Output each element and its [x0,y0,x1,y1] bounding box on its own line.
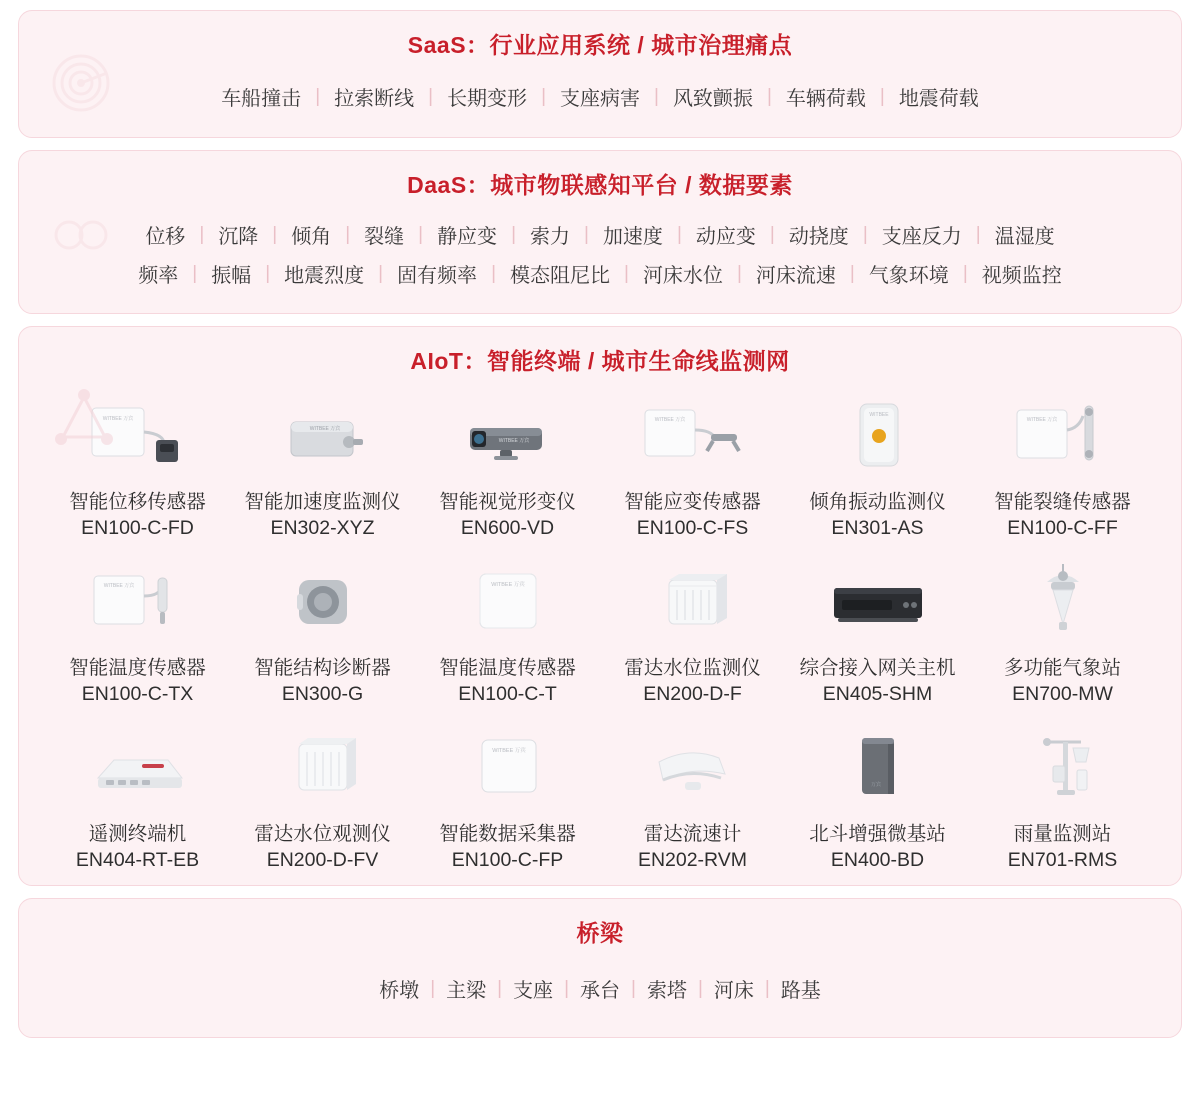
chip-row-daas-2 [19,259,1181,288]
layer-panel-bridge [18,898,1182,1038]
radar-water-level-icon [623,554,763,650]
data-collector-icon [438,720,578,816]
device-name: 北斗增强微基站 [809,823,946,845]
device-card[interactable] [785,384,970,546]
device-card[interactable] [970,716,1155,878]
device-name: 智能温度传感器 [439,657,576,679]
panel-subtitle-daas: 城市物联感知平台 / 数据要素 [490,172,793,198]
svg-text:万宾: 万宾 [870,782,881,788]
device-model: EN100-C-FF [1007,517,1118,539]
device-model: EN100-C-FS [636,517,749,539]
device-name: 智能加速度监测仪 [244,491,401,513]
tilt-vibration-monitor-icon [808,388,948,484]
chip-bridge[interactable]: 承台 [580,980,620,1002]
device-name: 智能位移传感器 [69,491,206,513]
chip-saas[interactable]: 长期变形 [447,88,528,110]
svg-text:WITBEE 万宾: WITBEE 万宾 [654,417,685,423]
chip-row-saas [19,82,1181,111]
device-card[interactable] [415,550,600,712]
chip-daas[interactable]: 加速度 [602,226,663,248]
device-model: EN100-C-T [458,683,557,705]
chip-separator: | [584,223,589,245]
chip-daas[interactable]: 频率 [138,265,179,287]
network-nodes-icon [49,383,119,458]
chip-separator: | [631,977,636,999]
radar-target-icon [49,51,113,120]
chip-daas[interactable]: 河床流速 [755,265,836,287]
chip-separator: | [849,262,855,284]
device-name: 智能温度传感器 [69,657,206,679]
panel-title-daas [19,151,1181,200]
chip-separator: | [541,85,546,107]
chip-separator: | [676,223,682,245]
panel-prefix-saas: SaaS： [407,32,490,58]
chip-daas[interactable]: 温湿度 [994,226,1055,248]
gateway-host-icon [808,554,948,650]
device-name: 智能结构诊断器 [254,657,391,679]
device-card[interactable] [970,550,1155,712]
chip-separator: | [697,977,703,999]
svg-text:WITBEE: WITBEE [868,412,889,418]
layer-panel-daas [18,150,1182,314]
device-card[interactable] [600,384,785,546]
chip-daas[interactable]: 倾角 [291,226,332,248]
structure-diagnoser-icon [253,554,393,650]
panel-subtitle-aiot: 智能终端 / 城市生命线监测网 [486,348,790,374]
chip-bridge[interactable]: 索塔 [646,980,687,1002]
device-name: 雷达流速计 [643,823,742,845]
panel-subtitle-saas: 行业应用系统 / 城市治理痛点 [489,32,793,58]
device-name: 雨量监测站 [1013,823,1112,845]
chip-bridge[interactable]: 路基 [780,980,821,1002]
device-model: EN701-RMS [1007,849,1118,871]
infinity-cloud-icon [49,211,113,264]
temperature-sensor-panel-icon [438,554,578,650]
chip-daas[interactable]: 固有频率 [397,265,478,287]
device-card[interactable] [45,716,230,878]
chip-separator: | [430,977,436,999]
device-model: EN404-RT-EB [75,849,200,871]
chip-saas[interactable]: 车船撞击 [221,88,302,110]
chip-saas[interactable]: 支座病害 [560,88,640,110]
device-name: 智能裂缝传感器 [994,491,1131,513]
chip-daas[interactable]: 动应变 [695,226,756,248]
device-name: 雷达水位监测仪 [624,657,761,679]
svg-text:WITBEE 万宾: WITBEE 万宾 [102,416,133,422]
chip-daas[interactable]: 视频监控 [981,265,1062,287]
chip-separator: | [962,262,968,284]
device-card[interactable] [230,384,415,546]
chip-bridge[interactable]: 桥墩 [379,980,420,1002]
device-name: 智能视觉形变仪 [439,491,576,513]
svg-text:WITBEE 万宾: WITBEE 万宾 [309,426,340,432]
chip-daas[interactable]: 位移 [145,226,186,248]
device-card[interactable] [230,716,415,878]
device-card[interactable] [600,550,785,712]
chip-separator: | [736,262,742,284]
device-name: 倾角振动监测仪 [809,491,946,513]
svg-text:WITBEE 万宾: WITBEE 万宾 [103,583,134,589]
rain-gauge-station-icon [993,720,1133,816]
device-name: 综合接入网关主机 [799,657,956,679]
device-name: 多功能气象站 [1003,657,1121,679]
device-name: 遥测终端机 [88,823,187,845]
svg-text:WITBEE 万宾: WITBEE 万宾 [498,438,529,444]
layer-panel-saas [18,10,1182,138]
device-card[interactable] [415,384,600,546]
chip-separator: | [764,977,770,999]
chip-separator: | [564,977,569,999]
beidou-micro-station-icon [808,720,948,816]
layer-panel-aiot [18,326,1182,886]
device-card[interactable] [785,716,970,878]
device-grid [19,376,1181,878]
radar-flow-meter-icon [623,720,763,816]
device-model: EN300-G [281,683,364,705]
panel-prefix-daas: DaaS： [407,172,491,198]
device-card[interactable] [600,716,785,878]
chip-separator: | [975,223,981,245]
device-card[interactable] [45,550,230,712]
device-name: 智能应变传感器 [624,491,761,513]
chip-separator: | [418,223,424,245]
device-model: EN700-MW [1012,683,1113,705]
chip-separator: | [272,223,278,245]
strain-sensor-icon [623,388,763,484]
chip-separator: | [862,223,868,245]
panel-title-bridge: 桥梁 [576,920,624,946]
chip-separator: | [624,262,629,284]
chip-separator: | [879,85,885,107]
acceleration-monitor-icon [253,388,393,484]
device-name: 智能数据采集器 [439,823,576,845]
device-card[interactable] [970,384,1155,546]
chip-daas[interactable]: 地震烈度 [284,265,365,287]
device-model: EN100-C-FP [451,849,564,871]
chip-separator: | [428,85,434,107]
chip-daas[interactable]: 河床水位 [642,265,723,287]
chip-separator: | [766,85,772,107]
chip-bridge[interactable]: 支座 [513,980,554,1002]
chip-saas[interactable]: 地震荷载 [898,88,979,110]
chip-separator: | [511,223,516,245]
device-model: EN200-D-FV [266,849,379,871]
chip-separator: | [345,223,351,245]
temperature-sensor-probe-icon [68,554,208,650]
crack-sensor-icon [993,388,1133,484]
chip-daas[interactable]: 振幅 [211,265,252,287]
device-model: EN301-AS [831,517,924,539]
chip-separator: | [654,85,659,107]
chip-separator: | [378,262,384,284]
chip-daas[interactable]: 裂缝 [364,226,405,248]
device-name: 雷达水位观测仪 [254,823,391,845]
panel-title-saas [19,11,1181,60]
device-model: EN100-C-FD [81,517,194,539]
chip-separator: | [192,262,198,284]
chip-saas[interactable]: 车辆荷载 [785,88,866,110]
chip-daas[interactable]: 动挠度 [788,226,849,248]
device-model: EN100-C-TX [81,683,194,705]
radar-water-observer-icon [253,720,393,816]
weather-station-multi-icon [993,554,1133,650]
chip-bridge[interactable]: 主梁 [446,980,487,1002]
chip-separator: | [769,223,775,245]
chip-separator: | [315,85,321,107]
chip-daas[interactable]: 静应变 [437,226,498,248]
device-model: EN200-D-F [643,683,742,705]
panel-prefix-aiot: AIoT： [410,348,487,374]
svg-text:WITBEE 万宾: WITBEE 万宾 [491,748,526,754]
device-card[interactable] [415,716,600,878]
chip-bridge[interactable]: 河床 [713,980,754,1002]
device-model: EN405-SHM [822,683,933,705]
svg-text:WITBEE 万宾: WITBEE 万宾 [490,582,525,588]
chip-separator: | [491,262,496,284]
device-card[interactable] [230,550,415,712]
device-model: EN600-VD [460,517,555,539]
telemetry-terminal-icon [68,720,208,816]
chip-separator: | [497,977,503,999]
chip-daas[interactable]: 支座反力 [881,226,962,248]
chip-daas[interactable]: 索力 [530,226,570,248]
chip-saas[interactable]: 拉索断线 [334,88,415,110]
device-card[interactable] [785,550,970,712]
panel-title-aiot [19,327,1181,376]
chip-saas[interactable]: 风致颤振 [672,88,753,110]
chip-daas[interactable]: 模态阻尼比 [510,265,610,287]
chip-row-bridge [19,974,1181,1003]
chip-row-daas-1 [19,220,1181,249]
device-model: EN302-XYZ [270,517,375,539]
chip-separator: | [199,223,205,245]
device-model: EN400-BD [830,849,925,871]
device-model: EN202-RVM [637,849,748,871]
vision-camera-icon [438,388,578,484]
chip-separator: | [265,262,271,284]
chip-daas[interactable]: 气象环境 [868,265,949,287]
chip-daas[interactable]: 沉降 [218,226,259,248]
svg-text:WITBEE 万宾: WITBEE 万宾 [1026,417,1057,423]
